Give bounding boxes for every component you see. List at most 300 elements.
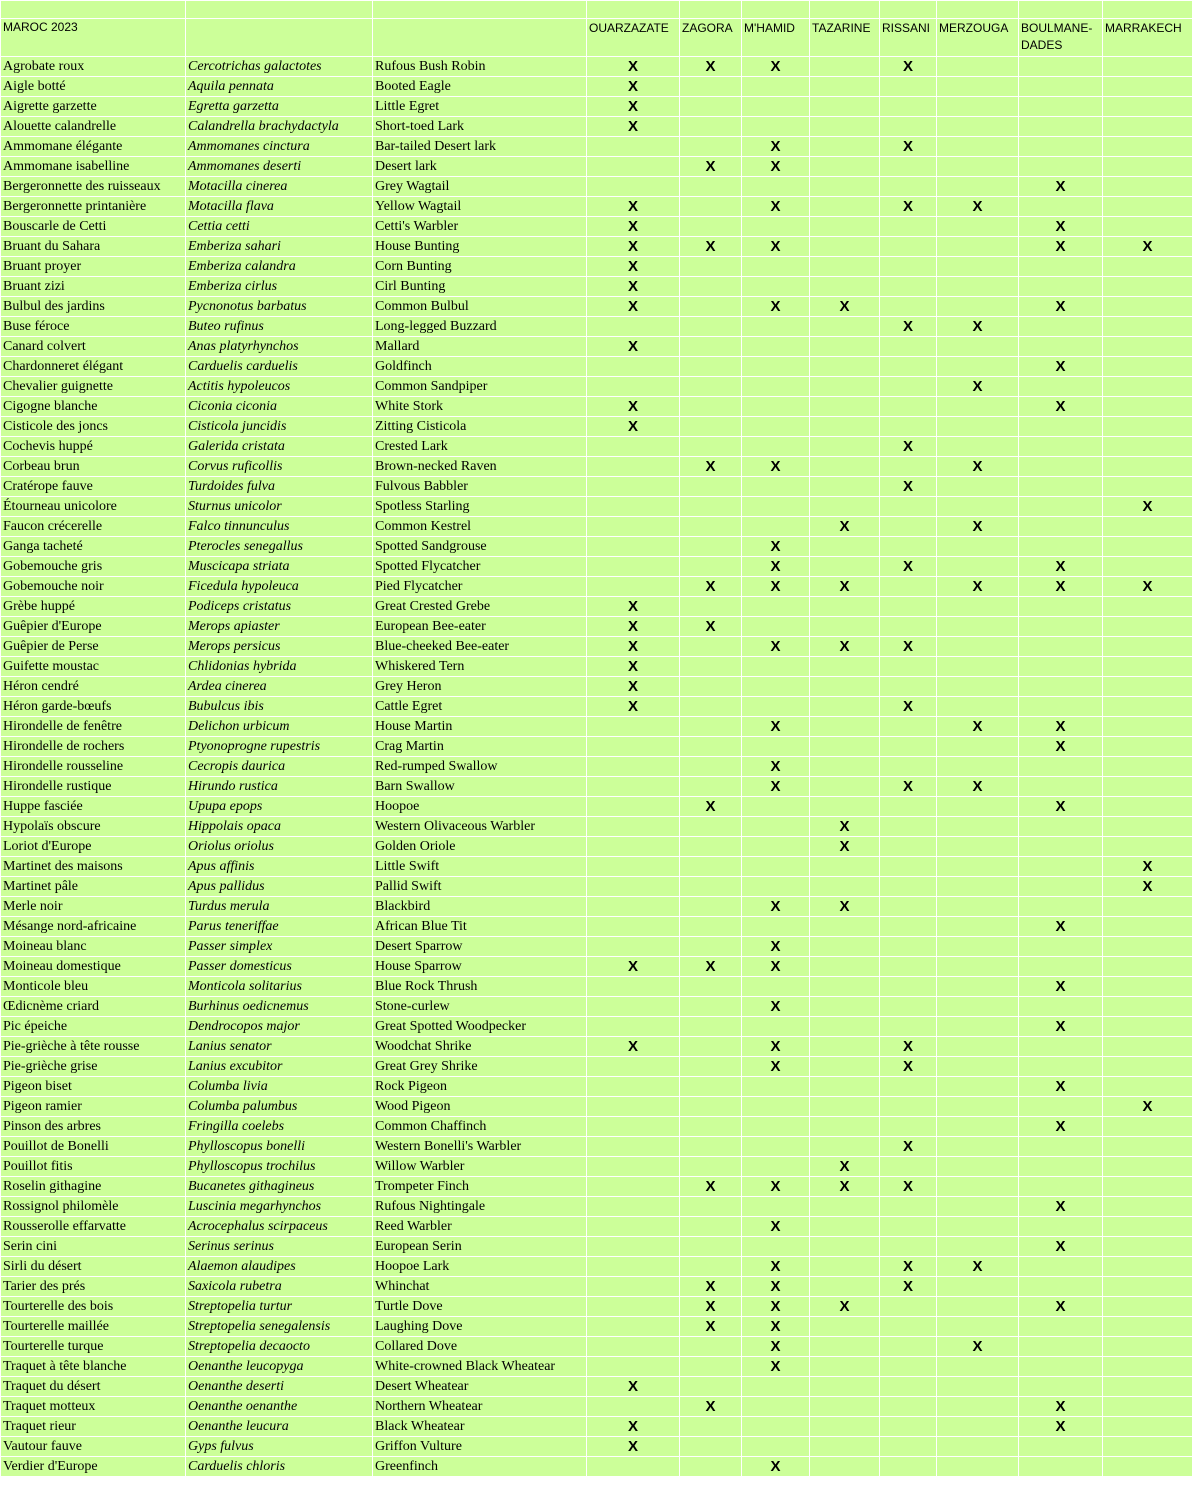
english-name-cell: Greenfinch xyxy=(373,1457,587,1477)
empty-cell xyxy=(880,1357,937,1377)
french-name-cell: Hirondelle rustique xyxy=(1,777,186,797)
sighting-mark: X xyxy=(1019,297,1103,317)
empty-cell xyxy=(1103,1437,1193,1457)
empty-cell xyxy=(937,977,1019,997)
french-name-cell: Bruant proyer xyxy=(1,257,186,277)
empty-cell xyxy=(1019,1357,1103,1377)
sheet-title: MAROC 2023 xyxy=(1,19,186,57)
sighting-mark: X xyxy=(1019,1197,1103,1217)
french-name-cell: Pinson des arbres xyxy=(1,1117,186,1137)
latin-name-cell: Carduelis chloris xyxy=(186,1457,373,1477)
sighting-mark: X xyxy=(742,937,810,957)
table-row xyxy=(1,537,1193,557)
table-row xyxy=(1,897,1193,917)
latin-name-cell: Emberiza sahari xyxy=(186,237,373,257)
empty-cell xyxy=(1019,1337,1103,1357)
empty-cell xyxy=(1019,1157,1103,1177)
empty-cell xyxy=(587,537,680,557)
sighting-mark: X xyxy=(587,237,680,257)
empty-cell xyxy=(810,1377,880,1397)
empty-cell xyxy=(1103,1297,1193,1317)
empty-cell xyxy=(1019,337,1103,357)
site-header-merzouga: MERZOUGA xyxy=(937,19,1019,57)
sighting-mark: X xyxy=(587,57,680,77)
empty-cell xyxy=(742,737,810,757)
empty-cell xyxy=(680,917,742,937)
empty-cell xyxy=(880,977,937,997)
sighting-mark: X xyxy=(587,1037,680,1057)
empty-cell xyxy=(937,1317,1019,1337)
sighting-mark: X xyxy=(1103,857,1193,877)
latin-name-cell: Oenanthe oenanthe xyxy=(186,1397,373,1417)
empty-cell xyxy=(810,197,880,217)
sighting-mark: X xyxy=(587,297,680,317)
latin-name-cell: Luscinia megarhynchos xyxy=(186,1197,373,1217)
empty-cell xyxy=(680,377,742,397)
french-name-cell: Vautour fauve xyxy=(1,1437,186,1457)
sighting-mark: X xyxy=(1103,1097,1193,1117)
french-name-cell: Chevalier guignette xyxy=(1,377,186,397)
french-name-cell: Hirondelle rousseline xyxy=(1,757,186,777)
empty-cell xyxy=(810,1017,880,1037)
french-name-cell: Pigeon biset xyxy=(1,1077,186,1097)
empty-cell xyxy=(680,137,742,157)
empty-cell xyxy=(880,657,937,677)
empty-cell xyxy=(810,1117,880,1137)
french-name-cell: Aigle botté xyxy=(1,77,186,97)
sighting-mark: X xyxy=(742,557,810,577)
empty-cell xyxy=(1103,437,1193,457)
latin-name-cell: Acrocephalus scirpaceus xyxy=(186,1217,373,1237)
latin-name-cell: Anas platyrhynchos xyxy=(186,337,373,357)
empty-cell xyxy=(742,797,810,817)
english-name-cell: Black Wheatear xyxy=(373,1417,587,1437)
table-row xyxy=(1,677,1193,697)
table-row xyxy=(1,797,1193,817)
empty-cell xyxy=(810,437,880,457)
english-name-cell: Brown-necked Raven xyxy=(373,457,587,477)
empty-cell xyxy=(880,617,937,637)
sighting-mark: X xyxy=(587,417,680,437)
empty-cell xyxy=(810,217,880,237)
latin-name-cell: Passer domesticus xyxy=(186,957,373,977)
table-row xyxy=(1,577,1193,597)
blank-cell xyxy=(742,1,810,19)
french-name-cell: Faucon crécerelle xyxy=(1,517,186,537)
french-name-cell: Merle noir xyxy=(1,897,186,917)
empty-cell xyxy=(937,1377,1019,1397)
empty-cell xyxy=(937,1077,1019,1097)
empty-cell xyxy=(1103,697,1193,717)
empty-cell xyxy=(742,77,810,97)
empty-cell xyxy=(1103,757,1193,777)
empty-cell xyxy=(1019,477,1103,497)
empty-cell xyxy=(680,697,742,717)
sighting-mark: X xyxy=(742,777,810,797)
french-name-cell: Guêpier de Perse xyxy=(1,637,186,657)
sighting-mark: X xyxy=(880,197,937,217)
empty-cell xyxy=(1103,357,1193,377)
empty-cell xyxy=(937,1097,1019,1117)
empty-cell xyxy=(680,1457,742,1477)
empty-cell xyxy=(810,1237,880,1257)
empty-cell xyxy=(810,797,880,817)
table-row xyxy=(1,157,1193,177)
english-name-cell: Grey Heron xyxy=(373,677,587,697)
sighting-mark: X xyxy=(742,1217,810,1237)
empty-cell xyxy=(810,1417,880,1437)
empty-cell xyxy=(937,237,1019,257)
empty-cell xyxy=(1019,517,1103,537)
empty-cell xyxy=(680,877,742,897)
empty-cell xyxy=(742,317,810,337)
sighting-mark: X xyxy=(742,1357,810,1377)
french-name-cell: Gobemouche gris xyxy=(1,557,186,577)
empty-cell xyxy=(1019,817,1103,837)
english-name-cell: Whiskered Tern xyxy=(373,657,587,677)
empty-cell xyxy=(587,737,680,757)
sighting-mark: X xyxy=(1019,1077,1103,1097)
empty-cell xyxy=(810,1137,880,1157)
sighting-mark: X xyxy=(680,1397,742,1417)
english-name-cell: Rufous Bush Robin xyxy=(373,57,587,77)
empty-cell xyxy=(1103,57,1193,77)
latin-name-cell: Merops persicus xyxy=(186,637,373,657)
empty-cell xyxy=(880,757,937,777)
empty-cell xyxy=(742,1017,810,1037)
empty-cell xyxy=(937,337,1019,357)
empty-cell xyxy=(810,157,880,177)
empty-cell xyxy=(680,737,742,757)
empty-cell xyxy=(880,1117,937,1137)
empty-cell xyxy=(880,957,937,977)
empty-cell xyxy=(1103,377,1193,397)
english-name-cell: Spotted Flycatcher xyxy=(373,557,587,577)
latin-name-cell: Ciconia ciconia xyxy=(186,397,373,417)
empty-cell xyxy=(1103,537,1193,557)
empty-cell xyxy=(810,697,880,717)
sighting-mark: X xyxy=(680,577,742,597)
latin-name-cell: Columba palumbus xyxy=(186,1097,373,1117)
empty-cell xyxy=(742,397,810,417)
empty-cell xyxy=(587,1117,680,1137)
table-row xyxy=(1,477,1193,497)
empty-cell xyxy=(587,717,680,737)
empty-cell xyxy=(880,97,937,117)
empty-cell xyxy=(587,1337,680,1357)
empty-cell xyxy=(810,257,880,277)
sighting-mark: X xyxy=(1019,1237,1103,1257)
latin-name-cell: Aquila pennata xyxy=(186,77,373,97)
empty-cell xyxy=(1103,557,1193,577)
english-name-cell: House Sparrow xyxy=(373,957,587,977)
empty-cell xyxy=(680,1197,742,1217)
empty-cell xyxy=(937,677,1019,697)
french-name-cell: Traquet motteux xyxy=(1,1397,186,1417)
empty-cell xyxy=(937,1137,1019,1157)
empty-cell xyxy=(680,477,742,497)
empty-cell xyxy=(587,1297,680,1317)
table-row xyxy=(1,277,1193,297)
empty-cell xyxy=(880,1217,937,1237)
sighting-mark: X xyxy=(880,317,937,337)
sighting-mark: X xyxy=(680,1277,742,1297)
table-row xyxy=(1,1397,1193,1417)
empty-cell xyxy=(742,117,810,137)
empty-cell xyxy=(937,1177,1019,1197)
sighting-mark: X xyxy=(587,1417,680,1437)
empty-cell xyxy=(1019,277,1103,297)
french-name-cell: Roselin githagine xyxy=(1,1177,186,1197)
empty-cell xyxy=(1019,1137,1103,1157)
empty-cell xyxy=(1103,1277,1193,1297)
empty-cell xyxy=(1103,917,1193,937)
empty-cell xyxy=(1103,777,1193,797)
empty-cell xyxy=(810,757,880,777)
latin-name-cell: Hirundo rustica xyxy=(186,777,373,797)
empty-cell xyxy=(1103,1157,1193,1177)
empty-cell xyxy=(1103,797,1193,817)
empty-cell xyxy=(880,1337,937,1357)
empty-cell xyxy=(880,1017,937,1037)
table-row xyxy=(1,1197,1193,1217)
french-name-cell: Buse féroce xyxy=(1,317,186,337)
table-row xyxy=(1,197,1193,217)
empty-cell xyxy=(1103,937,1193,957)
empty-cell xyxy=(1103,1457,1193,1477)
empty-cell xyxy=(587,457,680,477)
english-name-cell: Crested Lark xyxy=(373,437,587,457)
latin-name-cell: Burhinus oedicnemus xyxy=(186,997,373,1017)
empty-cell xyxy=(810,537,880,557)
empty-cell xyxy=(937,757,1019,777)
sighting-mark: X xyxy=(810,1157,880,1177)
sighting-mark: X xyxy=(1019,557,1103,577)
sighting-mark: X xyxy=(587,117,680,137)
empty-cell xyxy=(1103,977,1193,997)
empty-cell xyxy=(1103,77,1193,97)
empty-cell xyxy=(1103,257,1193,277)
empty-cell xyxy=(587,1177,680,1197)
empty-cell xyxy=(810,137,880,157)
empty-cell xyxy=(880,837,937,857)
english-name-cell: Corn Bunting xyxy=(373,257,587,277)
empty-cell xyxy=(937,217,1019,237)
sighting-mark: X xyxy=(680,1317,742,1337)
empty-cell xyxy=(1103,1257,1193,1277)
empty-cell xyxy=(680,1437,742,1457)
empty-cell xyxy=(937,277,1019,297)
empty-cell xyxy=(937,1217,1019,1237)
english-name-cell: Blackbird xyxy=(373,897,587,917)
latin-name-cell: Serinus serinus xyxy=(186,1237,373,1257)
latin-name-cell: Falco tinnunculus xyxy=(186,517,373,537)
empty-cell xyxy=(810,457,880,477)
empty-cell xyxy=(587,1057,680,1077)
empty-cell xyxy=(742,677,810,697)
sighting-mark: X xyxy=(1103,237,1193,257)
empty-cell xyxy=(880,397,937,417)
sighting-mark: X xyxy=(880,137,937,157)
empty-cell xyxy=(880,797,937,817)
english-name-cell: Turtle Dove xyxy=(373,1297,587,1317)
empty-cell xyxy=(1019,597,1103,617)
empty-cell xyxy=(680,1077,742,1097)
english-name-cell: Woodchat Shrike xyxy=(373,1037,587,1057)
english-name-cell: Red-rumped Swallow xyxy=(373,757,587,777)
latin-name-cell: Chlidonias hybrida xyxy=(186,657,373,677)
empty-cell xyxy=(1019,1217,1103,1237)
french-name-cell: Bergeronnette des ruisseaux xyxy=(1,177,186,197)
empty-cell xyxy=(1019,1277,1103,1297)
english-name-cell: Zitting Cisticola xyxy=(373,417,587,437)
latin-name-cell: Merops apiaster xyxy=(186,617,373,637)
table-row xyxy=(1,657,1193,677)
latin-name-cell: Passer simplex xyxy=(186,937,373,957)
table-row xyxy=(1,1097,1193,1117)
empty-cell xyxy=(1103,597,1193,617)
empty-cell xyxy=(1103,297,1193,317)
empty-cell xyxy=(810,1077,880,1097)
empty-cell xyxy=(742,1377,810,1397)
empty-cell xyxy=(742,257,810,277)
empty-cell xyxy=(1019,1377,1103,1397)
empty-cell xyxy=(937,97,1019,117)
empty-cell xyxy=(1019,837,1103,857)
english-name-cell: Spotted Sandgrouse xyxy=(373,537,587,557)
empty-cell xyxy=(1103,477,1193,497)
sighting-mark: X xyxy=(742,457,810,477)
empty-cell xyxy=(880,417,937,437)
empty-cell xyxy=(880,237,937,257)
sighting-mark: X xyxy=(1103,497,1193,517)
latin-name-cell: Lanius senator xyxy=(186,1037,373,1057)
empty-cell xyxy=(1019,1057,1103,1077)
french-name-cell: Pic épeiche xyxy=(1,1017,186,1037)
empty-cell xyxy=(1019,117,1103,137)
english-name-cell: Hoopoe xyxy=(373,797,587,817)
english-name-cell: Spotless Starling xyxy=(373,497,587,517)
latin-name-cell: Ardea cinerea xyxy=(186,677,373,697)
latin-name-cell: Streptopelia turtur xyxy=(186,1297,373,1317)
empty-cell xyxy=(587,177,680,197)
spacer-row xyxy=(1,1,1193,19)
empty-cell xyxy=(587,777,680,797)
empty-cell xyxy=(937,857,1019,877)
empty-cell xyxy=(1103,637,1193,657)
latin-name-cell: Phylloscopus trochilus xyxy=(186,1157,373,1177)
sighting-mark: X xyxy=(1019,977,1103,997)
table-row xyxy=(1,1077,1193,1097)
french-name-cell: Cisticole des joncs xyxy=(1,417,186,437)
empty-cell xyxy=(937,797,1019,817)
table-row xyxy=(1,937,1193,957)
english-name-cell: Common Bulbul xyxy=(373,297,587,317)
latin-name-cell: Apus affinis xyxy=(186,857,373,877)
table-row xyxy=(1,437,1193,457)
english-name-cell: Trompeter Finch xyxy=(373,1177,587,1197)
sighting-mark: X xyxy=(742,1317,810,1337)
empty-cell xyxy=(587,1197,680,1217)
empty-cell xyxy=(810,857,880,877)
empty-cell xyxy=(937,917,1019,937)
empty-cell xyxy=(810,1197,880,1217)
empty-cell xyxy=(742,417,810,437)
empty-cell xyxy=(937,1117,1019,1137)
table-row xyxy=(1,977,1193,997)
sighting-mark: X xyxy=(742,997,810,1017)
empty-cell xyxy=(587,1097,680,1117)
table-row xyxy=(1,1337,1193,1357)
sighting-mark: X xyxy=(680,57,742,77)
empty-cell xyxy=(810,877,880,897)
empty-cell xyxy=(810,1217,880,1237)
sighting-mark: X xyxy=(587,657,680,677)
french-name-cell: Martinet pâle xyxy=(1,877,186,897)
empty-cell xyxy=(810,1057,880,1077)
empty-cell xyxy=(880,577,937,597)
empty-cell xyxy=(1103,397,1193,417)
sighting-mark: X xyxy=(937,1257,1019,1277)
sighting-mark: X xyxy=(1103,877,1193,897)
sighting-mark: X xyxy=(810,1177,880,1197)
empty-cell xyxy=(1103,137,1193,157)
empty-cell xyxy=(1019,617,1103,637)
english-name-cell: White Stork xyxy=(373,397,587,417)
french-name-cell: Guêpier d'Europe xyxy=(1,617,186,637)
table-row xyxy=(1,77,1193,97)
english-name-cell: House Bunting xyxy=(373,237,587,257)
sighting-mark: X xyxy=(880,1177,937,1197)
english-name-cell: Common Kestrel xyxy=(373,517,587,537)
table-row xyxy=(1,1277,1193,1297)
sighting-mark: X xyxy=(1019,797,1103,817)
blank-cell xyxy=(810,1,880,19)
table-row xyxy=(1,837,1193,857)
english-name-cell: Barn Swallow xyxy=(373,777,587,797)
empty-cell xyxy=(742,217,810,237)
empty-cell xyxy=(937,697,1019,717)
sighting-mark: X xyxy=(880,1137,937,1157)
empty-cell xyxy=(1019,137,1103,157)
table-row xyxy=(1,757,1193,777)
table-row xyxy=(1,1417,1193,1437)
sighting-mark: X xyxy=(810,517,880,537)
blank-cell xyxy=(937,1,1019,19)
sighting-mark: X xyxy=(937,457,1019,477)
latin-name-cell: Cettia cetti xyxy=(186,217,373,237)
sighting-mark: X xyxy=(742,537,810,557)
sighting-mark: X xyxy=(587,1437,680,1457)
table-row xyxy=(1,817,1193,837)
sighting-mark: X xyxy=(587,617,680,637)
french-name-cell: Gobemouche noir xyxy=(1,577,186,597)
table-row xyxy=(1,217,1193,237)
latin-name-cell: Phylloscopus bonelli xyxy=(186,1137,373,1157)
table-row xyxy=(1,497,1193,517)
empty-cell xyxy=(937,637,1019,657)
empty-cell xyxy=(937,1397,1019,1417)
empty-cell xyxy=(680,357,742,377)
empty-cell xyxy=(742,1437,810,1457)
empty-cell xyxy=(880,737,937,757)
english-name-cell: Crag Martin xyxy=(373,737,587,757)
empty-cell xyxy=(937,1237,1019,1257)
sighting-mark: X xyxy=(880,1257,937,1277)
french-name-cell: Hirondelle de rochers xyxy=(1,737,186,757)
english-name-cell: Blue-cheeked Bee-eater xyxy=(373,637,587,657)
latin-name-cell: Columba livia xyxy=(186,1077,373,1097)
